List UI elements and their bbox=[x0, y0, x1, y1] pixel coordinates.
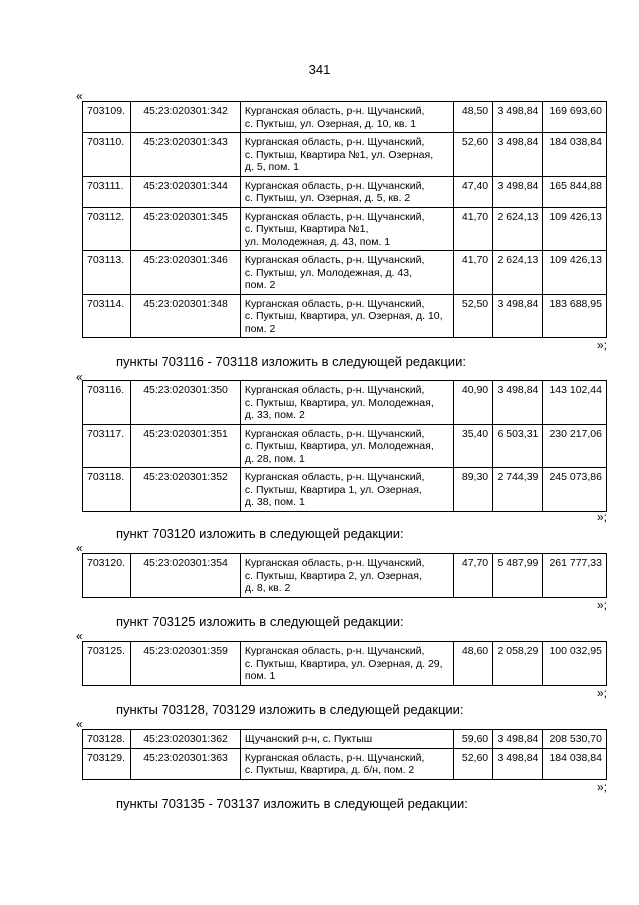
row-number-cell: 703120. bbox=[83, 554, 131, 598]
area-cell: 40,90 bbox=[454, 381, 493, 425]
total-cell: 109 426,13 bbox=[543, 251, 607, 295]
area-cell: 41,70 bbox=[454, 251, 493, 295]
cadastral-number-cell: 45:23:020301:363 bbox=[131, 748, 241, 779]
cadastral-number-cell: 45:23:020301:344 bbox=[131, 176, 241, 207]
close-quote: »; bbox=[597, 510, 608, 524]
price-cell: 2 744,39 bbox=[493, 468, 543, 512]
row-number-cell: 703128. bbox=[83, 730, 131, 749]
total-cell: 245 073,86 bbox=[543, 468, 607, 512]
address-line: с. Пуктыш, Квартира №1, ул. Озерная, bbox=[244, 148, 434, 161]
address-cell bbox=[240, 468, 453, 512]
price-cell: 2 624,13 bbox=[493, 251, 543, 295]
address-line: Курганская область, р-н. Щучанский, bbox=[244, 427, 425, 440]
open-quote: « bbox=[76, 89, 83, 103]
cadastral-number-cell: 45:23:020301:352 bbox=[131, 468, 241, 512]
address-line: с. Пуктыш, Квартира, ул. Озерная, д. 10, bbox=[244, 310, 443, 322]
address-cell bbox=[240, 642, 453, 686]
address-line: пом. 1 bbox=[244, 670, 276, 682]
address-line: с. Пуктыш, ул. Озерная, д. 5, кв. 2 bbox=[244, 192, 411, 204]
address-line: пом. 2 bbox=[244, 322, 276, 335]
cadastral-number-cell: 45:23:020301:350 bbox=[131, 381, 241, 425]
address-line: с. Пуктыш, Квартира №1, bbox=[244, 223, 369, 235]
open-quote: « bbox=[76, 541, 83, 555]
total-cell: 100 032,95 bbox=[543, 642, 607, 686]
address-line: с. Пуктыш, ул. Озерная, д. 10, кв. 1 bbox=[244, 117, 417, 130]
address-line: Курганская область, р-н. Щучанский, bbox=[244, 136, 425, 148]
row-number-cell: 703113. bbox=[83, 251, 131, 295]
area-cell: 52,60 bbox=[454, 748, 493, 779]
amendment-paragraph: пункты 703116 - 703118 изложить в следующей редакции: bbox=[116, 354, 466, 369]
total-cell: 165 844,88 bbox=[543, 176, 607, 207]
cadastral-number-cell: 45:23:020301:348 bbox=[131, 294, 241, 338]
table-row bbox=[83, 294, 607, 338]
table-row bbox=[83, 251, 607, 295]
address-line: с. Пуктыш, Квартира 1, ул. Озерная, bbox=[244, 483, 422, 496]
table-row bbox=[83, 424, 607, 468]
row-number-cell: 703110. bbox=[83, 133, 131, 177]
area-cell: 35,40 bbox=[454, 424, 493, 468]
address-line: Курганская область, р-н. Щучанский, bbox=[244, 471, 425, 483]
address-cell bbox=[240, 424, 453, 468]
cadastral-number-cell: 45:23:020301:354 bbox=[131, 554, 241, 598]
table-body bbox=[83, 642, 607, 686]
cadastral-number-cell: 45:23:020301:342 bbox=[131, 102, 241, 133]
address-cell bbox=[240, 207, 453, 251]
total-cell: 169 693,60 bbox=[543, 102, 607, 133]
address-line: д. 8, кв. 2 bbox=[244, 582, 291, 594]
table-row bbox=[83, 207, 607, 251]
address-line: с. Пуктыш, Квартира 2, ул. Озерная, bbox=[244, 569, 422, 582]
address-line: Курганская область, р-н. Щучанский, bbox=[244, 179, 425, 192]
address-line: с. Пуктыш, Квартира, д. б/н, пом. 2 bbox=[244, 764, 415, 776]
amendment-paragraph: пункты 703128, 703129 изложить в следующей редакции: bbox=[116, 702, 464, 717]
close-quote: »; bbox=[597, 598, 608, 612]
price-cell: 2 058,29 bbox=[493, 642, 543, 686]
open-quote: « bbox=[76, 370, 83, 384]
price-cell: 6 503,31 bbox=[493, 424, 543, 468]
address-line: Курганская область, р-н. Щучанский, bbox=[244, 557, 425, 569]
address-line: пом. 2 bbox=[244, 279, 276, 291]
cadastral-number-cell: 45:23:020301:345 bbox=[131, 207, 241, 251]
price-cell: 3 498,84 bbox=[493, 730, 543, 749]
address-line: Курганская область, р-н. Щучанский, bbox=[244, 645, 425, 657]
total-cell: 143 102,44 bbox=[543, 381, 607, 425]
total-cell: 208 530,70 bbox=[543, 730, 607, 749]
row-number-cell: 703118. bbox=[83, 468, 131, 512]
address-line: Курганская область, р-н. Щучанский, bbox=[244, 254, 425, 266]
area-cell: 52,60 bbox=[454, 133, 493, 177]
table-row bbox=[83, 102, 607, 133]
total-cell: 109 426,13 bbox=[543, 207, 607, 251]
area-cell: 47,70 bbox=[454, 554, 493, 598]
cadastral-number-cell: 45:23:020301:343 bbox=[131, 133, 241, 177]
address-cell bbox=[240, 133, 453, 177]
address-line: д. 33, пом. 2 bbox=[244, 409, 305, 421]
table-row bbox=[83, 381, 607, 425]
table-row bbox=[83, 642, 607, 686]
row-number-cell: 703111. bbox=[83, 176, 131, 207]
address-cell bbox=[240, 176, 453, 207]
amendment-paragraph: пункты 703135 - 703137 изложить в следующей редакции: bbox=[116, 796, 468, 811]
table-row bbox=[83, 748, 607, 779]
cadastral-number-cell: 45:23:020301:351 bbox=[131, 424, 241, 468]
total-cell: 184 038,84 bbox=[543, 133, 607, 177]
price-cell: 5 487,99 bbox=[493, 554, 543, 598]
row-number-cell: 703114. bbox=[83, 294, 131, 338]
address-cell bbox=[240, 294, 453, 338]
address-line: с. Пуктыш, Квартира, ул. Озерная, д. 29, bbox=[244, 657, 443, 670]
address-cell bbox=[240, 554, 453, 598]
price-cell: 3 498,84 bbox=[493, 176, 543, 207]
address-line: с. Пуктыш, Квартира, ул. Молодежная, bbox=[244, 396, 434, 409]
close-quote: »; bbox=[597, 780, 608, 794]
address-cell bbox=[240, 381, 453, 425]
close-quote: »; bbox=[597, 338, 608, 352]
table-row bbox=[83, 176, 607, 207]
row-number-cell: 703112. bbox=[83, 207, 131, 251]
price-cell: 3 498,84 bbox=[493, 381, 543, 425]
cadastral-number-cell: 45:23:020301:359 bbox=[131, 642, 241, 686]
address-cell bbox=[240, 102, 453, 133]
row-number-cell: 703116. bbox=[83, 381, 131, 425]
address-line: Курганская область, р-н. Щучанский, bbox=[244, 751, 425, 764]
address-line: д. 28, пом. 1 bbox=[244, 452, 305, 465]
amendment-paragraph: пункт 703125 изложить в следующей редакции: bbox=[116, 614, 404, 629]
price-cell: 3 498,84 bbox=[493, 133, 543, 177]
address-line: д. 5, пом. 1 bbox=[244, 161, 299, 173]
table-row bbox=[83, 554, 607, 598]
address-line: с. Пуктыш, ул. Молодежная, д. 43, bbox=[244, 266, 413, 279]
address-line: Курганская область, р-н. Щучанский, bbox=[244, 384, 425, 396]
row-number-cell: 703109. bbox=[83, 102, 131, 133]
row-number-cell: 703125. bbox=[83, 642, 131, 686]
address-cell bbox=[240, 748, 453, 779]
address-line: д. 38, пом. 1 bbox=[244, 496, 305, 508]
open-quote: « bbox=[76, 717, 83, 731]
data-table bbox=[82, 641, 607, 686]
address-line: Курганская область, р-н. Щучанский, bbox=[244, 297, 425, 310]
address-line: с. Пуктыш, Квартира, ул. Молодежная, bbox=[244, 440, 434, 452]
data-table bbox=[82, 553, 607, 598]
table-body bbox=[83, 102, 607, 338]
area-cell: 48,60 bbox=[454, 642, 493, 686]
table-body bbox=[83, 554, 607, 598]
table-row bbox=[83, 133, 607, 177]
amendment-paragraph: пункт 703120 изложить в следующей редакции: bbox=[116, 526, 404, 541]
total-cell: 230 217,06 bbox=[543, 424, 607, 468]
address-cell bbox=[240, 251, 453, 295]
address-line: Щучанский р-н, с. Пуктыш bbox=[244, 733, 373, 745]
open-quote: « bbox=[76, 629, 83, 643]
data-table bbox=[82, 101, 607, 338]
address-cell bbox=[240, 730, 453, 749]
price-cell: 3 498,84 bbox=[493, 294, 543, 338]
row-number-cell: 703117. bbox=[83, 424, 131, 468]
total-cell: 183 688,95 bbox=[543, 294, 607, 338]
total-cell: 184 038,84 bbox=[543, 748, 607, 779]
price-cell: 3 498,84 bbox=[493, 102, 543, 133]
area-cell: 59,60 bbox=[454, 730, 493, 749]
table-row bbox=[83, 730, 607, 749]
table-body bbox=[83, 730, 607, 780]
address-line: Курганская область, р-н. Щучанский, bbox=[244, 210, 425, 223]
address-line: Курганская область, р-н. Щучанский, bbox=[244, 105, 425, 117]
table-row bbox=[83, 468, 607, 512]
area-cell: 52,50 bbox=[454, 294, 493, 338]
address-line: ул. Молодежная, д. 43, пом. 1 bbox=[244, 235, 391, 248]
area-cell: 48,50 bbox=[454, 102, 493, 133]
area-cell: 47,40 bbox=[454, 176, 493, 207]
price-cell: 3 498,84 bbox=[493, 748, 543, 779]
total-cell: 261 777,33 bbox=[543, 554, 607, 598]
table-body bbox=[83, 381, 607, 512]
price-cell: 2 624,13 bbox=[493, 207, 543, 251]
area-cell: 41,70 bbox=[454, 207, 493, 251]
page-number: 341 bbox=[308, 62, 331, 77]
cadastral-number-cell: 45:23:020301:362 bbox=[131, 730, 241, 749]
row-number-cell: 703129. bbox=[83, 748, 131, 779]
close-quote: »; bbox=[597, 686, 608, 700]
area-cell: 89,30 bbox=[454, 468, 493, 512]
data-table bbox=[82, 729, 607, 780]
cadastral-number-cell: 45:23:020301:346 bbox=[131, 251, 241, 295]
data-table bbox=[82, 380, 607, 512]
